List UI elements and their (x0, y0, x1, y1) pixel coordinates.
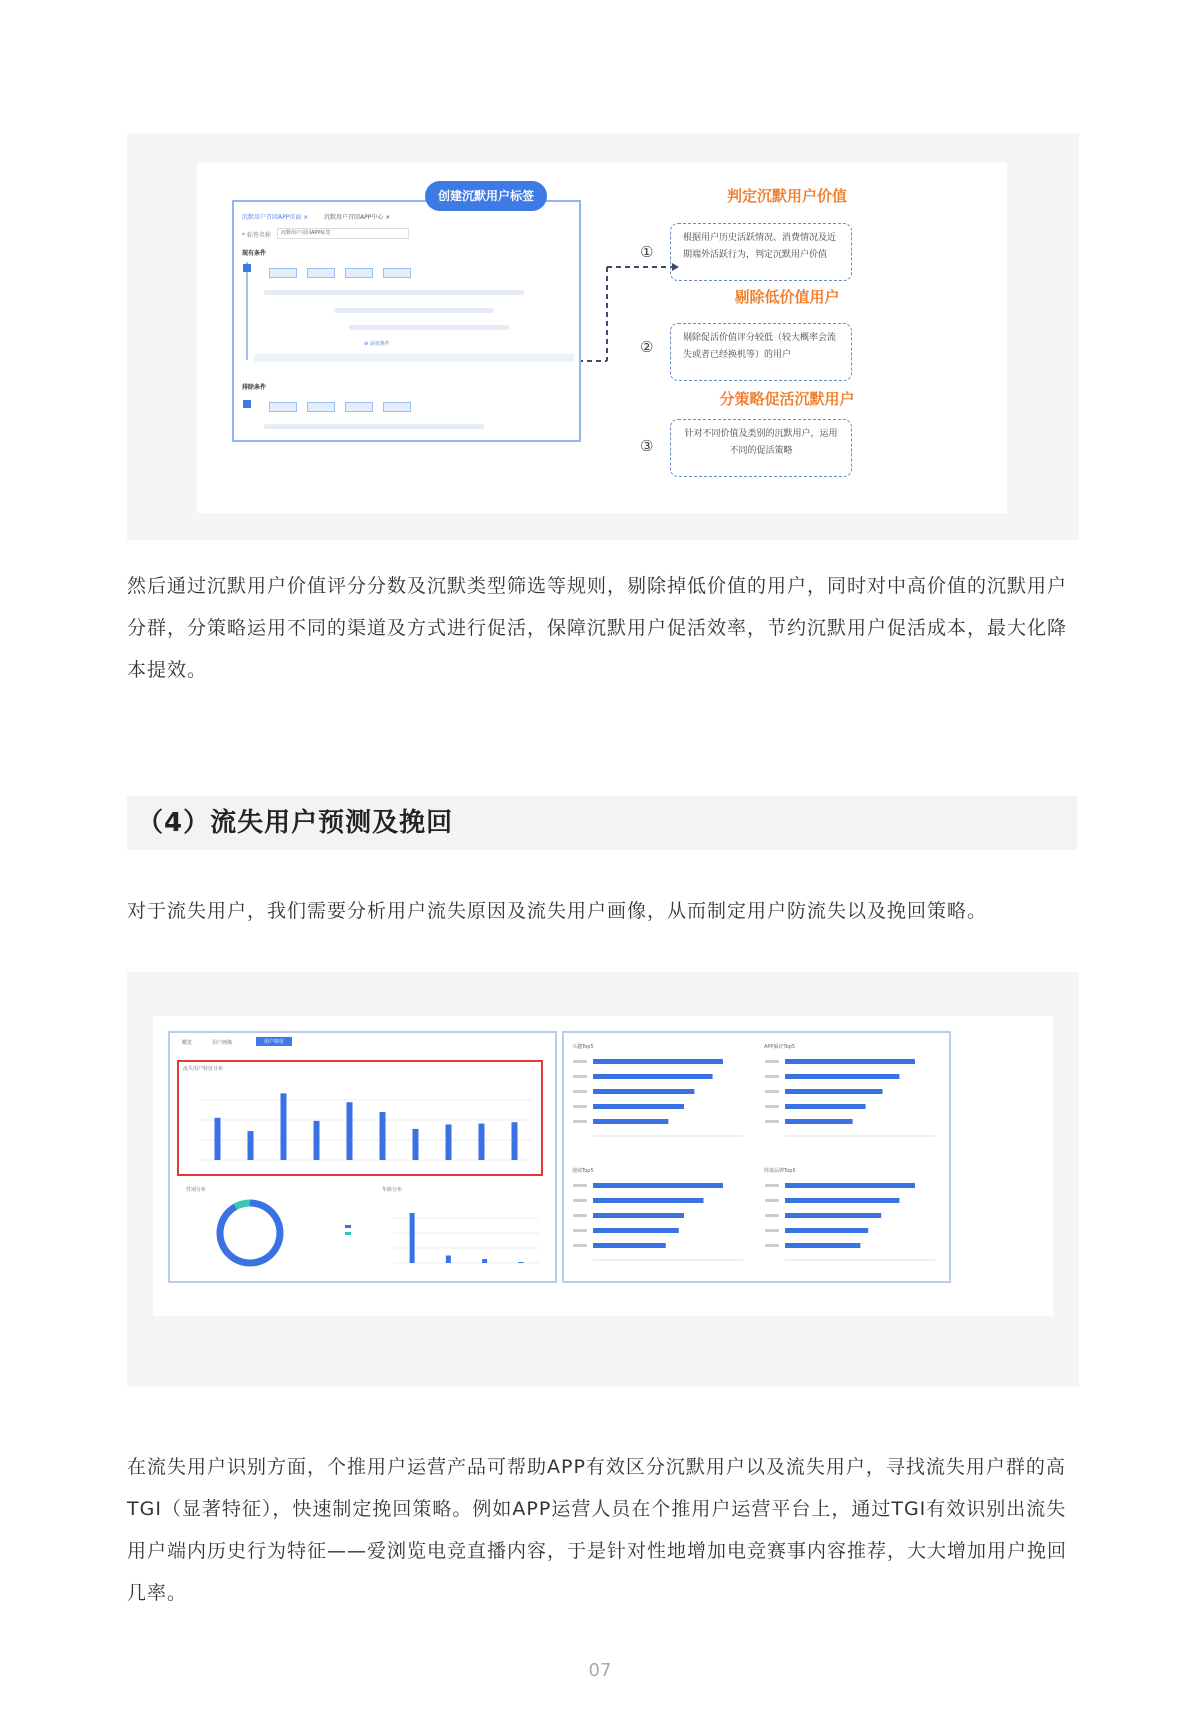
bar (593, 1243, 666, 1248)
filter-button (307, 268, 335, 278)
bar (593, 1074, 713, 1079)
category-label (573, 1120, 587, 1123)
form-field-value: 沉默用户召回APP标签 (281, 230, 331, 236)
form-tab: 沉默用户召回APP中心 × (324, 214, 391, 221)
dashboard-tab-active: 用户特征 (256, 1037, 292, 1046)
bar (785, 1059, 915, 1064)
bar (281, 1093, 287, 1160)
bar (512, 1122, 518, 1160)
form-tab: 沉默用户召回APP页面 × (242, 214, 309, 221)
step-title: 分策略促活沉默用户 (719, 390, 855, 408)
bar (785, 1243, 860, 1248)
step-number: ③ (640, 437, 654, 455)
create-tag-badge: 创建沉默用户标签 (425, 181, 547, 211)
form-field-label: * 标签名称 (242, 232, 271, 239)
condition-row (264, 424, 484, 429)
category-label (765, 1120, 779, 1123)
condition-row (334, 308, 494, 313)
filter-button (345, 268, 373, 278)
chart-title: 年龄分布 (382, 1187, 403, 1193)
donut-slice (236, 1203, 250, 1207)
bar (593, 1183, 723, 1188)
paragraph: 然后通过沉默用户价值评分分数及沉默类型筛选等规则，剔除掉低价值的用户，同时对中高价值的沉默用户分群，分策略运用不同的渠道及方式进行促活，保障沉默用户促活效率，节约沉默用户促活成本，最大化降本提效。 (127, 575, 1068, 681)
form-field (277, 228, 409, 239)
bar (785, 1104, 866, 1109)
steps-panel (632, 163, 1012, 513)
page-number: 07 (588, 1660, 612, 1681)
bar (593, 1228, 679, 1233)
category-label (765, 1214, 779, 1217)
condition-row (264, 290, 524, 295)
step-number: ② (640, 338, 654, 356)
chart-title: 流失用户特征分布 (183, 1066, 224, 1072)
bar (785, 1228, 868, 1233)
section-label: 排除条件 (242, 384, 267, 391)
app-pref-hbar-chart (761, 1051, 946, 1151)
bar (413, 1129, 419, 1160)
bar (215, 1118, 221, 1160)
category-label (765, 1090, 779, 1093)
filter-button (345, 402, 373, 412)
category-label (573, 1229, 587, 1232)
category-label (765, 1199, 779, 1202)
and-node (243, 264, 251, 272)
legend-swatch (345, 1225, 351, 1228)
bar (248, 1131, 254, 1160)
dashboard-left-panel (168, 1031, 557, 1283)
bar (593, 1104, 684, 1109)
dashboard-right-panel (562, 1031, 951, 1283)
gender-donut-chart (190, 1193, 370, 1273)
bar (785, 1213, 881, 1218)
step-description: 根据用户历史活跃情况、消费情况及近期端外活跃行为，判定沉默用户价值 (670, 223, 852, 281)
paragraph: 对于流失用户，我们需要分析用户流失原因及流失用户画像，从而制定用户防流失以及挽回策略。 (127, 900, 988, 922)
category-label (573, 1244, 587, 1247)
filter-button (383, 402, 411, 412)
bar (410, 1213, 415, 1263)
chart-title: APP偏好Top5 (764, 1044, 796, 1050)
figure-canvas (197, 163, 1007, 513)
add-condition-link: ⊕ 添加条件 (364, 341, 390, 347)
bar (593, 1059, 723, 1064)
chart-title: 地域Top5 (572, 1168, 594, 1174)
category-label (573, 1060, 587, 1063)
category-label (573, 1214, 587, 1217)
step-number: ① (640, 243, 654, 261)
feature-bar-chart (179, 1062, 541, 1174)
bar (446, 1256, 451, 1264)
bar (347, 1102, 353, 1160)
filter-button (383, 268, 411, 278)
chart-title: 终端品牌Top5 (764, 1168, 796, 1174)
category-label (765, 1244, 779, 1247)
dashboard-canvas (153, 1016, 1053, 1316)
bar (518, 1262, 523, 1263)
category-label (765, 1229, 779, 1232)
condition-tree-line (246, 262, 248, 360)
interest-hbar-chart (569, 1051, 754, 1151)
bar (479, 1124, 485, 1160)
bar (446, 1124, 452, 1160)
bar (593, 1213, 684, 1218)
category-label (573, 1075, 587, 1078)
chart-title: 兴趣Top5 (572, 1044, 594, 1050)
condition-row (349, 325, 509, 330)
add-group-bar (254, 354, 574, 362)
step-title: 剔除低价值用户 (734, 288, 840, 306)
figure-churn-dashboard (127, 972, 1079, 1387)
bar (593, 1119, 668, 1124)
and-node (243, 400, 251, 408)
filter-button (269, 268, 297, 278)
section-heading-bar (127, 796, 1077, 850)
category-label (765, 1075, 779, 1078)
category-label (765, 1184, 779, 1187)
dashboard-tab: 概览 (182, 1040, 193, 1046)
step-description: 剔除促活价值评分较低（较大概率会流失或者已经换机等）的用户 (670, 323, 852, 381)
filter-button (307, 402, 335, 412)
highlight-box (177, 1060, 543, 1176)
tag-form-screenshot (232, 200, 581, 442)
bar (314, 1121, 320, 1160)
bar (785, 1119, 853, 1124)
paragraph: 在流失用户识别方面，个推用户运营产品可帮助APP有效区分沉默用户以及流失用户，寻找流失用户群的高TGI（显著特征），快速制定挽回策略。例如APP运营人员在个推用户运营平台上，通过TGI有效识别出流失用户端内历史行为特征——爱浏览电竞直播内容，于是针对性地增加电竞赛事内容推荐，大大增加用户挽回几率。 (127, 1456, 1068, 1604)
section-label: 现有条件 (242, 250, 267, 257)
bar (785, 1183, 915, 1188)
bar (593, 1198, 704, 1203)
bar (380, 1112, 386, 1160)
age-bar-chart (382, 1193, 547, 1273)
donut-slice (220, 1203, 280, 1263)
step-description: 针对不同价值及类别的沉默用户，运用不同的促活策略 (670, 419, 852, 477)
bar (593, 1089, 694, 1094)
section-heading: （4）流失用户预测及挽回 (137, 808, 454, 838)
category-label (573, 1184, 587, 1187)
category-label (573, 1199, 587, 1202)
category-label (765, 1105, 779, 1108)
bar (785, 1074, 899, 1079)
filter-button (269, 402, 297, 412)
legend-swatch (345, 1232, 351, 1235)
figure-silent-user-tag (127, 133, 1079, 540)
bar (482, 1259, 487, 1263)
category-label (573, 1090, 587, 1093)
bar (785, 1089, 883, 1094)
category-label (765, 1060, 779, 1063)
bar (785, 1198, 899, 1203)
region-hbar-chart (569, 1175, 754, 1275)
step-title: 判定沉默用户价值 (726, 187, 847, 205)
dashboard-tab: 用户画像 (212, 1040, 233, 1046)
category-label (573, 1105, 587, 1108)
device-hbar-chart (761, 1175, 946, 1275)
chart-title: 性别分布 (186, 1187, 207, 1193)
